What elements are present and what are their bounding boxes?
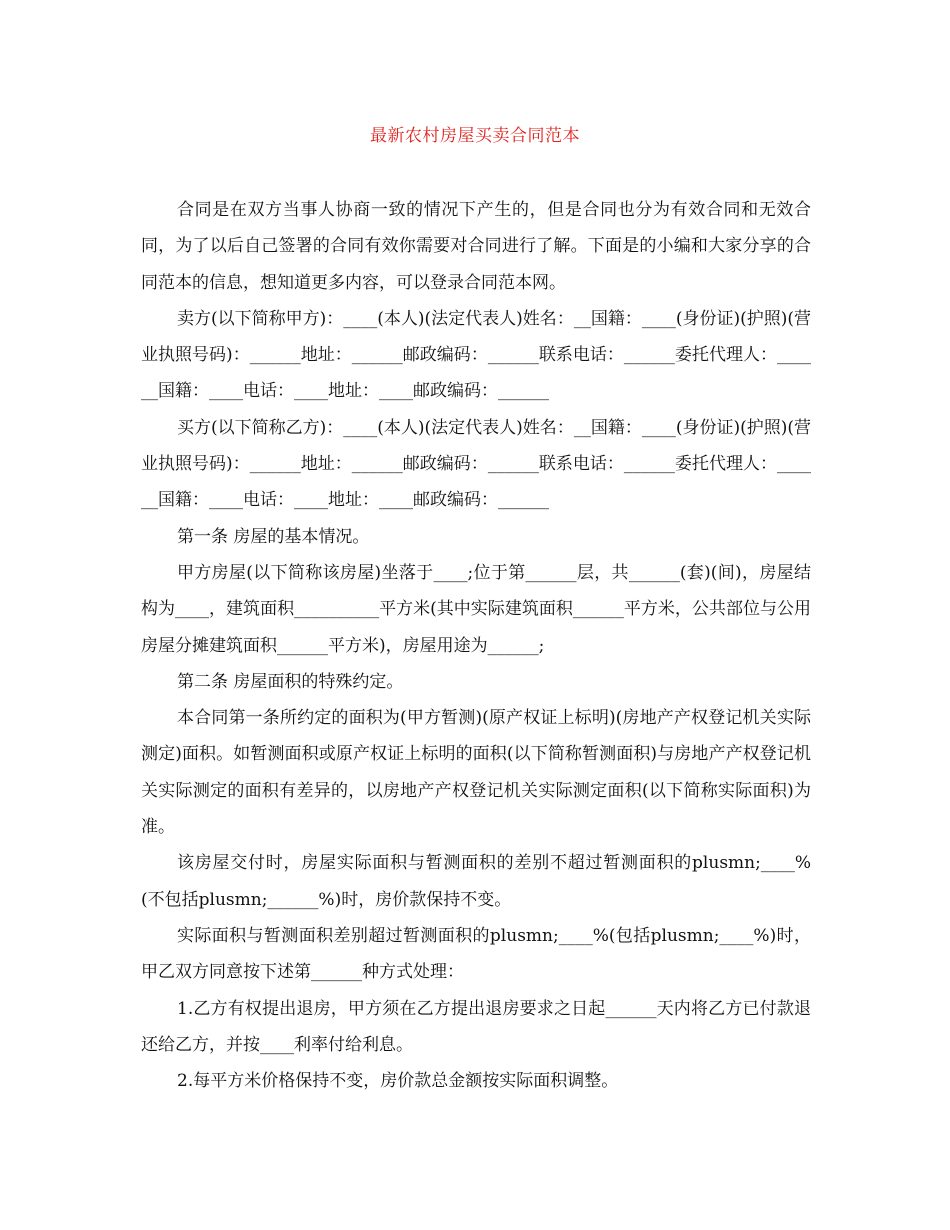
seller-info-paragraph: 卖方(以下简称甲方)：____(本人)(法定代表人)姓名：__国籍：____(身份证)(护照)(营业执照号码)：______地址：______邮政编码：______联系电话：______委托代理人：______国籍：____电话：____地址：____邮政编码：______ (141, 308, 811, 402)
area-exceed-paragraph: 实际面积与暂测面积差别超过暂测面积的plusmn;____%(包括plusmn;____%)时，甲乙双方同意按下述第______种方式处理： (141, 925, 811, 983)
option-1-paragraph: 1.乙方有权提出退房，甲方须在乙方提出退房要求之日起______天内将乙方已付款退还给乙方，并按____利率付给利息。 (141, 998, 811, 1055)
buyer-info-paragraph: 买方(以下简称乙方)：____(本人)(法定代表人)姓名：__国籍：____(身份证)(护照)(营业执照号码)：______地址：______邮政编码：______联系电话：______委托代理人：______国籍：____电话：____地址：____邮政编码：______ (141, 417, 811, 511)
article-1-heading: 第一条 房屋的基本情况。 (177, 526, 370, 547)
area-tolerance-paragraph: 该房屋交付时，房屋实际面积与暂测面积的差别不超过暂测面积的plusmn;____%(不包括plusmn;______%)时，房价款保持不变。 (141, 853, 811, 910)
document-body (141, 192, 811, 1099)
option-2-paragraph: 2.每平方米价格保持不变，房价款总金额按实际面积调整。 (177, 1071, 619, 1092)
article-1-body: 甲方房屋(以下简称该房屋)坐落于____;位于第______层，共______(套)(间)，房屋结构为____，建筑面积__________平方米(其中实际建筑面积______平方米，公共部位与公用房屋分摊建筑面积______平方米)，房屋用途为______; (141, 562, 811, 656)
article-2-heading: 第二条 房屋面积的特殊约定。 (177, 671, 404, 692)
document-title: 最新农村房屋买卖合同范本 (370, 126, 580, 146)
article-2-body: 本合同第一条所约定的面积为(甲方暂测)(原产权证上标明)(房地产产权登记机关实际测定)面积。如暂测面积或原产权证上标明的面积(以下简称暂测面积)与房地产产权登记机关实际测定的面积有差异的，以房地产产权登记机关实际测定面积(以下简称实际面积)为准。 (141, 708, 811, 838)
intro-paragraph: 合同是在双方当事人协商一致的情况下产生的，但是合同也分为有效合同和无效合同，为了以后自己签署的合同有效你需要对合同进行了解。下面是的小编和大家分享的合同范本的信息，想知道更多内容，可以登录合同范本网。 (141, 200, 811, 293)
